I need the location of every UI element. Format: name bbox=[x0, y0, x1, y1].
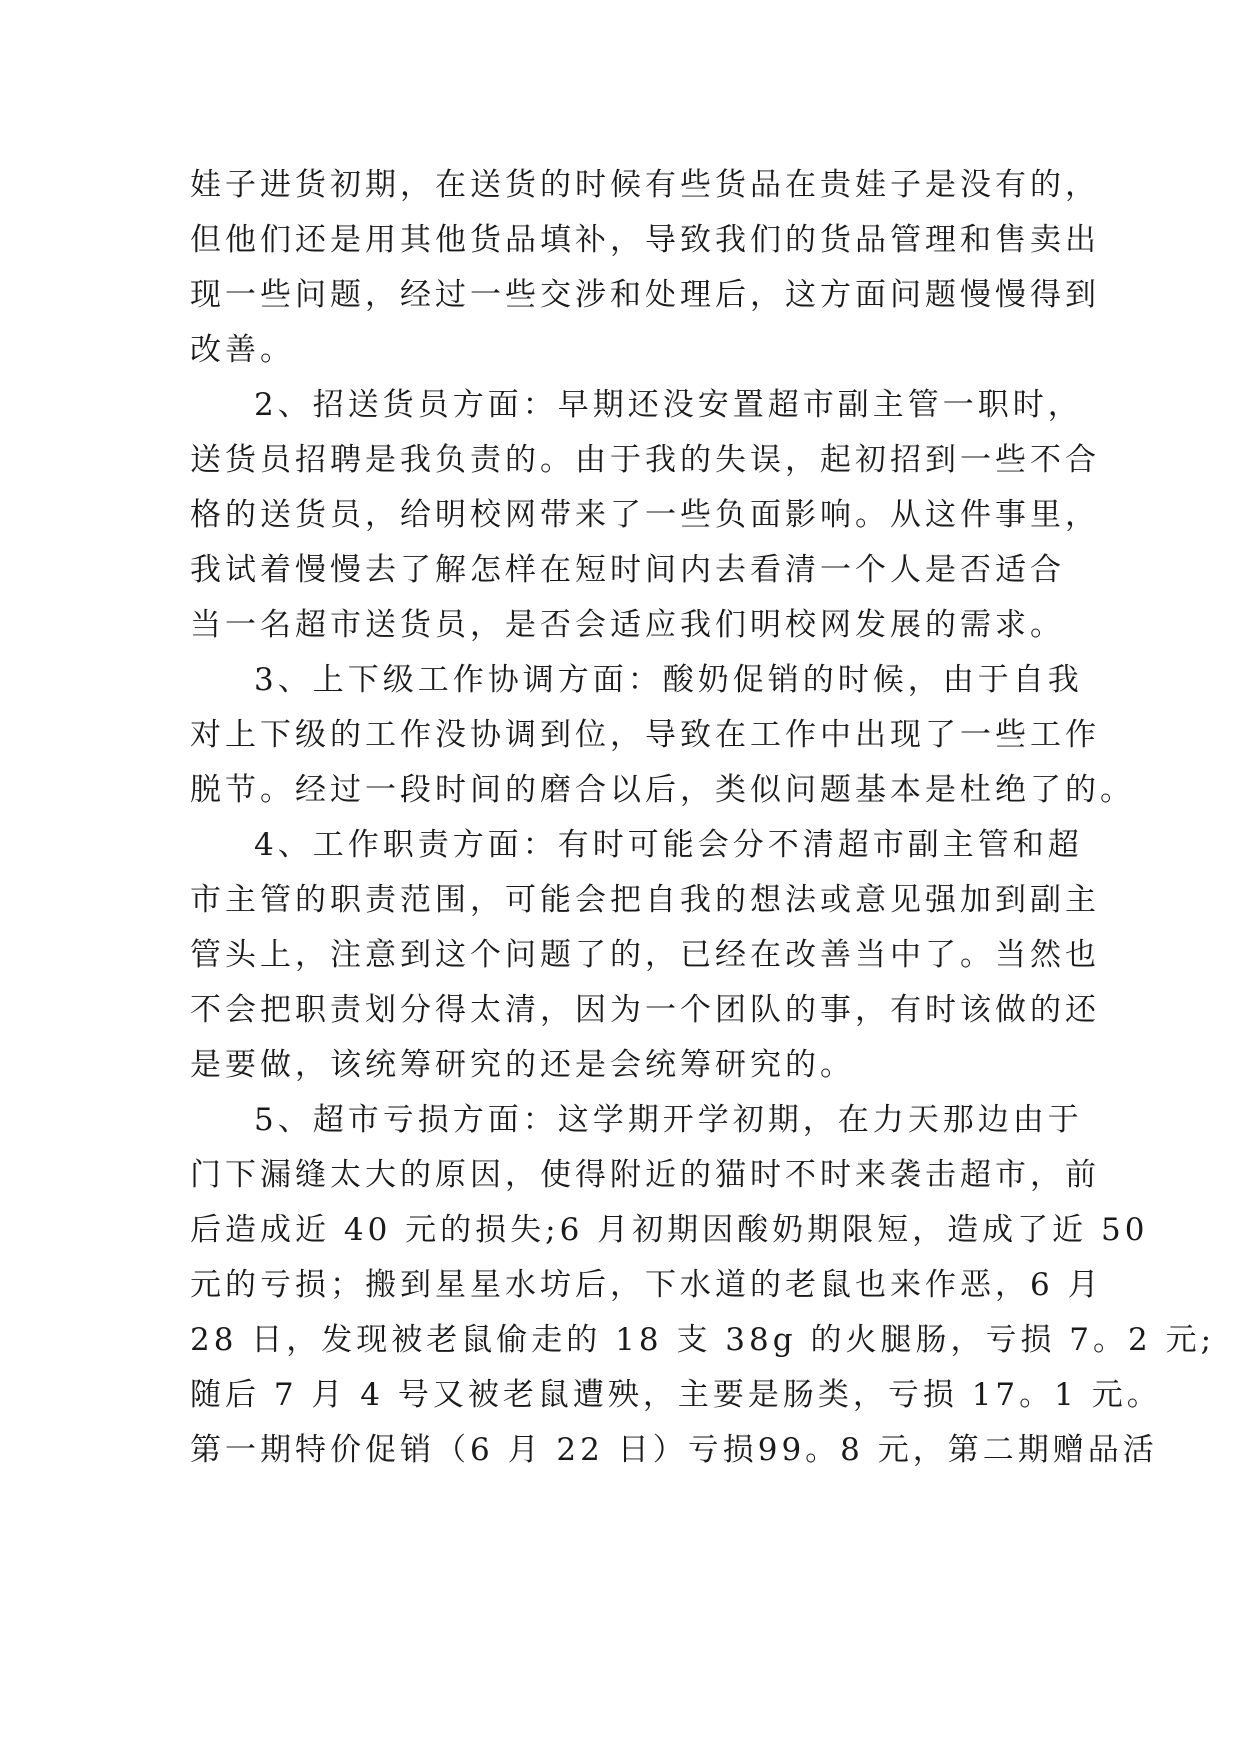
text-line: 但他们还是用其他货品填补，导致我们的货品管理和售卖出 bbox=[190, 222, 1100, 258]
text-line: 现一些问题，经过一些交涉和处理后，这方面问题慢慢得到 bbox=[190, 277, 1100, 313]
paragraph-4-start: 4、工作职责方面：有时可能会分不清超市副主管和超 bbox=[254, 827, 1083, 863]
text-line: 改善。 bbox=[190, 332, 295, 368]
text-line: 脱节。经过一段时间的磨合以后，类似问题基本是杜绝了的。 bbox=[190, 772, 1135, 808]
text-line: 当一名超市送货员，是否会适应我们明校网发展的需求。 bbox=[190, 607, 1065, 643]
document-body bbox=[190, 158, 1216, 1478]
text-line: 娃子进货初期，在送货的时候有些货品在贵娃子是没有的， bbox=[190, 167, 1100, 203]
text-line: 不会把职责划分得太清，因为一个团队的事，有时该做的还 bbox=[190, 992, 1100, 1028]
text-line: 门下漏缝太大的原因，使得附近的猫时不时来袭击超市，前 bbox=[190, 1157, 1100, 1193]
paragraph-5-start: 5、超市亏损方面：这学期开学初期，在力天那边由于 bbox=[254, 1102, 1083, 1138]
paragraph-3-start: 3、上下级工作协调方面：酸奶促销的时候，由于自我 bbox=[254, 662, 1083, 698]
paragraph-2-start: 2、招送货员方面：早期还没安置超市副主管一职时， bbox=[254, 387, 1083, 423]
text-line: 管头上，注意到这个问题了的，已经在改善当中了。当然也 bbox=[190, 937, 1100, 973]
text-line: 对上下级的工作没协调到位，导致在工作中出现了一些工作 bbox=[190, 717, 1100, 753]
text-line: 后造成近 40 元的损失;6 月初期因酸奶期限短，造成了近 50 bbox=[190, 1212, 1149, 1248]
text-line: 格的送货员，给明校网带来了一些负面影响。从这件事里， bbox=[190, 497, 1100, 533]
text-line: 是要做，该统筹研究的还是会统筹研究的。 bbox=[190, 1047, 855, 1083]
text-line: 送货员招聘是我负责的。由于我的失误，起初招到一些不合 bbox=[190, 442, 1100, 478]
text-line: 我试着慢慢去了解怎样在短时间内去看清一个人是否适合 bbox=[190, 552, 1065, 588]
text-line: 元的亏损；搬到星星水坊后，下水道的老鼠也来作恶，6 月 bbox=[190, 1267, 1103, 1303]
text-line: 随后 7 月 4 号又被老鼠遭殃，主要是肠类，亏损 17。1 元。 bbox=[190, 1377, 1162, 1413]
text-line: 28 日，发现被老鼠偷走的 18 支 38g 的火腿肠，亏损 7。2 元; bbox=[190, 1322, 1216, 1358]
text-line: 市主管的职责范围，可能会把自我的想法或意见强加到副主 bbox=[190, 882, 1100, 918]
text-line: 第一期特价促销（6 月 22 日）亏损99。8 元，第二期赠品活 bbox=[190, 1432, 1158, 1468]
